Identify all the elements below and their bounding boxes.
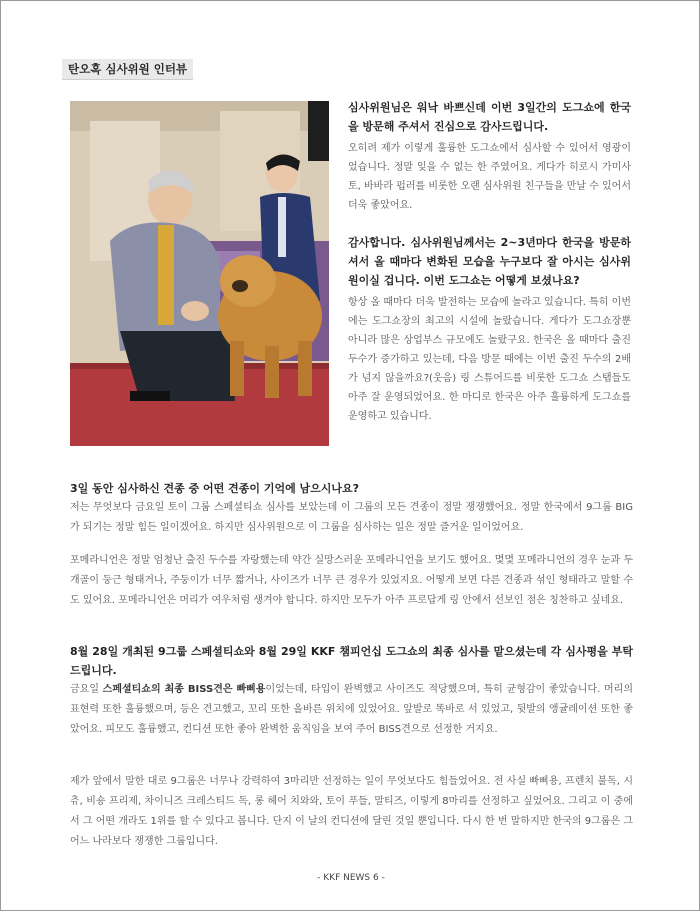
answer-4-pre: 금요일 [70, 684, 103, 695]
question-1: 심사위원님은 워낙 바쁘신데 이번 3일간의 도그쇼에 한국을 방문해 주셔서 진심으로 감사드립니다. [348, 101, 631, 133]
qa-block-4 [70, 642, 633, 740]
answer-4-bold: 스페셜티쇼의 최종 BISS견은 빠삐용 [102, 684, 266, 695]
qa-block-3 [70, 479, 633, 538]
section-tag: 탄오혹 심사위원 인터뷰 [62, 59, 193, 80]
answer-3: 저는 무엇보다 금요일 토이 그룹 스페셜티쇼 심사를 보았는데 이 그룹의 모든 견종이 정말 쟁쟁했어요. 정말 한국에서 9그룹 BIG가 되기는 정말 힘든 일이겠어요. 하지만 심사위원으로 이 그룹을 심사하는 일은 정말 즐거운 일이었어요. [70, 502, 633, 533]
qa-block-3b [70, 551, 633, 611]
answer-1: 오히려 제가 이렇게 훌륭한 도그쇼에서 심사할 수 있어서 영광이었습니다. 정말 잊을 수 없는 한 주였어요. 게다가 히로시 가미사토, 바바라 펍러를 비롯한 오랜 심사위원 친구들을 만날 수 있어서 더욱 좋았어요. [348, 143, 631, 211]
question-3: 3일 동안 심사하신 견종 중 어떤 견종이 기억에 남으시나요? [70, 482, 360, 495]
answer-4 [70, 680, 633, 740]
judge-photo [70, 101, 329, 446]
qa-block-5 [70, 772, 633, 852]
page-footer: - KKF NEWS 6 - [317, 873, 385, 883]
answer-2: 항상 올 때마다 더욱 발전하는 모습에 놀라고 있습니다. 특히 이번에는 도그쇼장의 최고의 시설에 놀랐습니다. 게다가 도그쇼장뿐 아니라 많은 상업부스 규모에도 놀랐구요. 한국은 올 때마다 출진 두수가 증가하고 있는데, 다음 방문 때에는 이번 출진 두수의 2배가 넘지 않을까요?(웃음) 링 스튜어드를 비롯한 도그쇼 스탭들도 아주 잘 운영되었어요. 한 마디로 한국은 아주 훌륭하게 도그쇼를 운영하고 있습니다. [348, 297, 631, 422]
question-2: 감사합니다. 심사위원님께서는 2~3년마다 한국을 방문하셔서 올 때마다 변화된 모습을 누구보다 잘 아시는 심사위원이실 겁니다. 이번 도그쇼는 어떻게 보셨나요? [348, 236, 631, 287]
question-4: 8월 28일 개최된 9그룹 스페셜티쇼와 8월 29일 KKF 챔피언십 도그쇼의 최종 심사를 맡으셨는데 각 심사평을 부탁드립니다. [70, 645, 633, 677]
answer-4-post: 이었는데, 타입이 완벽했고 사이즈도 적당했으며, 특히 균형감이 좋았습니다. 머리의 표현력 또한 훌륭했으며, 등은 견고했고, 꼬리 또한 올바른 위치에 있었어요. 앞발로 똑바로 서 있었고, 뒷발의 앵귤레이션 또한 좋았어요. 피모도 훌륭했고, 컨디션 또한 좋아 완벽한 움직임을 보여 주어 BISS견으로 선정한 거지요. [70, 684, 633, 735]
answer-3b: 포메라니언은 정말 엄청난 출진 두수를 자랑했는데 약간 실망스러운 포메라니언을 보기도 했어요. 몇몇 포메라니언의 경우 눈과 두개골이 둥근 형태거나, 주둥이가 너무 짧거나, 사이즈가 너무 큰 경우가 있었지요. 어떻게 보면 다른 견종과 섞인 형태라고 말할 수도 있어요. 포메라니언은 머리가 여우처럼 생겨야 합니다. 하지만 모두가 아주 프로답게 링 안에서 선보인 점은 칭찬하고 싶네요. [70, 555, 633, 606]
right-column [348, 98, 631, 426]
answer-5: 제가 앞에서 말한 대로 9그룹은 너무나 강력하여 3마리만 선정하는 일이 무엇보다도 힘들었어요. 전 사실 빠삐용, 프렌치 불독, 시츄, 비숑 프리제, 차이니즈 크레스티드 독, 롱 헤어 치와와, 토이 푸들, 말티즈, 이렇게 8마리를 선정하고 싶었어요. 그리고 이 중에서 그 어떤 개라도 1위를 할 수 있다고 봅니다. 단지 이 날의 컨디션에 달린 것일 뿐입니다. 다시 한 번 말하지만 한국의 9그룹은 그 어느 나라보다 쟁쟁한 그룹입니다. [70, 776, 633, 847]
